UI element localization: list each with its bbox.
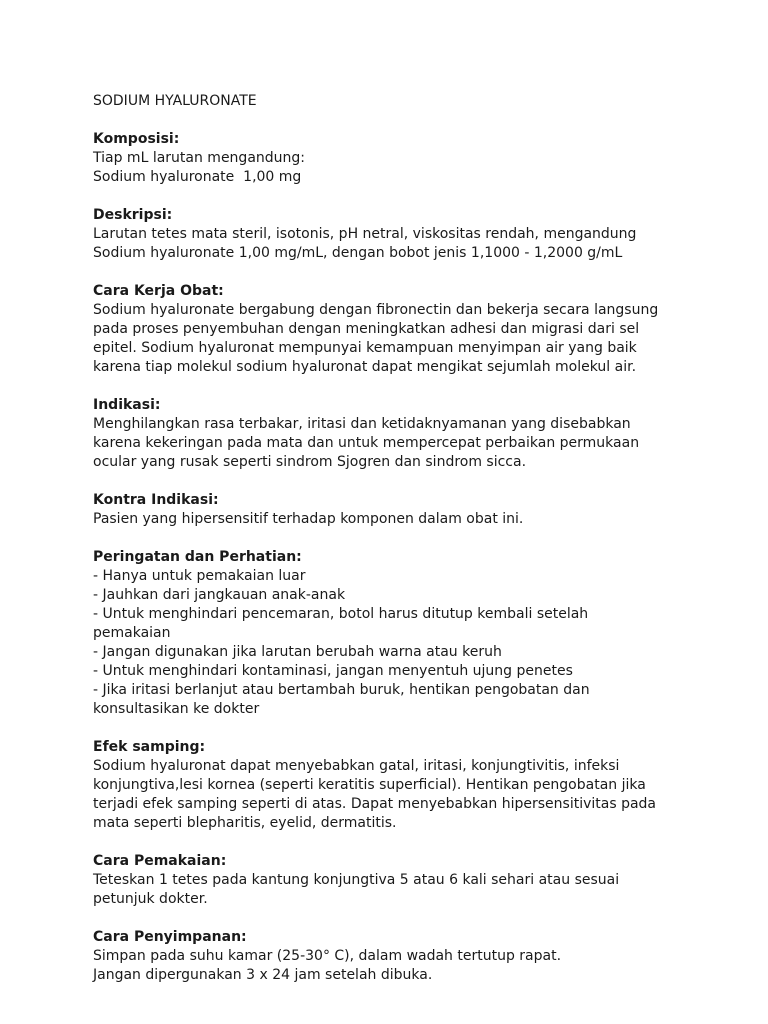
- section-line: - Jauhkan dari jangkauan anak-anak: [93, 587, 346, 603]
- section-line: karena kekeringan pada mata dan untuk mempercepat perbaikan permukaan: [93, 435, 640, 451]
- section-heading: Komposisi:: [93, 131, 180, 147]
- section-peringatan-dan-perhatian: [93, 548, 753, 719]
- section-line: - Untuk menghindari kontaminasi, jangan menyentuh ujung penetes: [93, 663, 573, 679]
- section-komposisi: [93, 130, 753, 187]
- section-line: - Hanya untuk pemakaian luar: [93, 568, 306, 584]
- section-line: Jangan dipergunakan 3 x 24 jam setelah dibuka.: [93, 967, 433, 983]
- section-line: epitel. Sodium hyaluronat mempunyai kemampuan menyimpan air yang baik: [93, 340, 637, 356]
- section-line: Teteskan 1 tetes pada kantung konjungtiva 5 atau 6 kali sehari atau sesuai: [93, 872, 620, 888]
- section-efek-samping: [93, 738, 753, 833]
- document-title: SODIUM HYALURONATE: [93, 93, 257, 109]
- section-line: Sodium hyaluronat dapat menyebabkan gatal, iritasi, konjungtivitis, infeksi: [93, 758, 620, 774]
- section-heading: Peringatan dan Perhatian:: [93, 549, 302, 565]
- section-line: pada proses penyembuhan dengan meningkatkan adhesi dan migrasi dari sel: [93, 321, 640, 337]
- section-line: konsultasikan ke dokter: [93, 701, 260, 717]
- section-indikasi: [93, 396, 753, 472]
- section-line: Sodium hyaluronate bergabung dengan fibronectin dan bekerja secara langsung: [93, 302, 659, 318]
- section-line: konjungtiva,lesi kornea (seperti keratitis superficial). Hentikan pengobatan jika: [93, 777, 646, 793]
- section-line: Sodium hyaluronate 1,00 mg: [93, 169, 302, 185]
- section-cara-kerja-obat: [93, 282, 753, 377]
- section-line: Simpan pada suhu kamar (25-30° C), dalam wadah tertutup rapat.: [93, 948, 562, 964]
- section-cara-penyimpanan: [93, 928, 753, 985]
- section-line: terjadi efek samping seperti di atas. Dapat menyebabkan hipersensitivitas pada: [93, 796, 657, 812]
- section-kontra-indikasi: [93, 491, 753, 529]
- section-heading: Efek samping:: [93, 739, 206, 755]
- section-heading: Cara Kerja Obat:: [93, 283, 224, 299]
- section-line: - Jangan digunakan jika larutan berubah warna atau keruh: [93, 644, 502, 660]
- section-line: petunjuk dokter.: [93, 891, 208, 907]
- section-heading: Kontra Indikasi:: [93, 492, 219, 508]
- title-spacer: [93, 111, 753, 130]
- section-deskripsi: [93, 206, 753, 263]
- section-line: Pasien yang hipersensitif terhadap komponen dalam obat ini.: [93, 511, 524, 527]
- section-line: Menghilangkan rasa terbakar, iritasi dan ketidaknyamanan yang disebabkan: [93, 416, 631, 432]
- section-line: - Untuk menghindari pencemaran, botol harus ditutup kembali setelah: [93, 606, 589, 622]
- document-page: [93, 92, 753, 985]
- section-line: pemakaian: [93, 625, 171, 641]
- section-line: Larutan tetes mata steril, isotonis, pH netral, viskositas rendah, mengandung: [93, 226, 637, 242]
- section-heading: Indikasi:: [93, 397, 161, 413]
- section-cara-pemakaian: [93, 852, 753, 909]
- section-heading: Deskripsi:: [93, 207, 173, 223]
- section-heading: Cara Pemakaian:: [93, 853, 227, 869]
- section-line: karena tiap molekul sodium hyaluronat dapat mengikat sejumlah molekul air.: [93, 359, 637, 375]
- section-line: mata seperti blepharitis, eyelid, dermatitis.: [93, 815, 397, 831]
- section-heading: Cara Penyimpanan:: [93, 929, 247, 945]
- section-line: ocular yang rusak seperti sindrom Sjogren dan sindrom sicca.: [93, 454, 527, 470]
- section-line: Sodium hyaluronate 1,00 mg/mL, dengan bobot jenis 1,1000 - 1,2000 g/mL: [93, 245, 623, 261]
- section-line: - Jika iritasi berlanjut atau bertambah buruk, hentikan pengobatan dan: [93, 682, 590, 698]
- section-line: Tiap mL larutan mengandung:: [93, 150, 306, 166]
